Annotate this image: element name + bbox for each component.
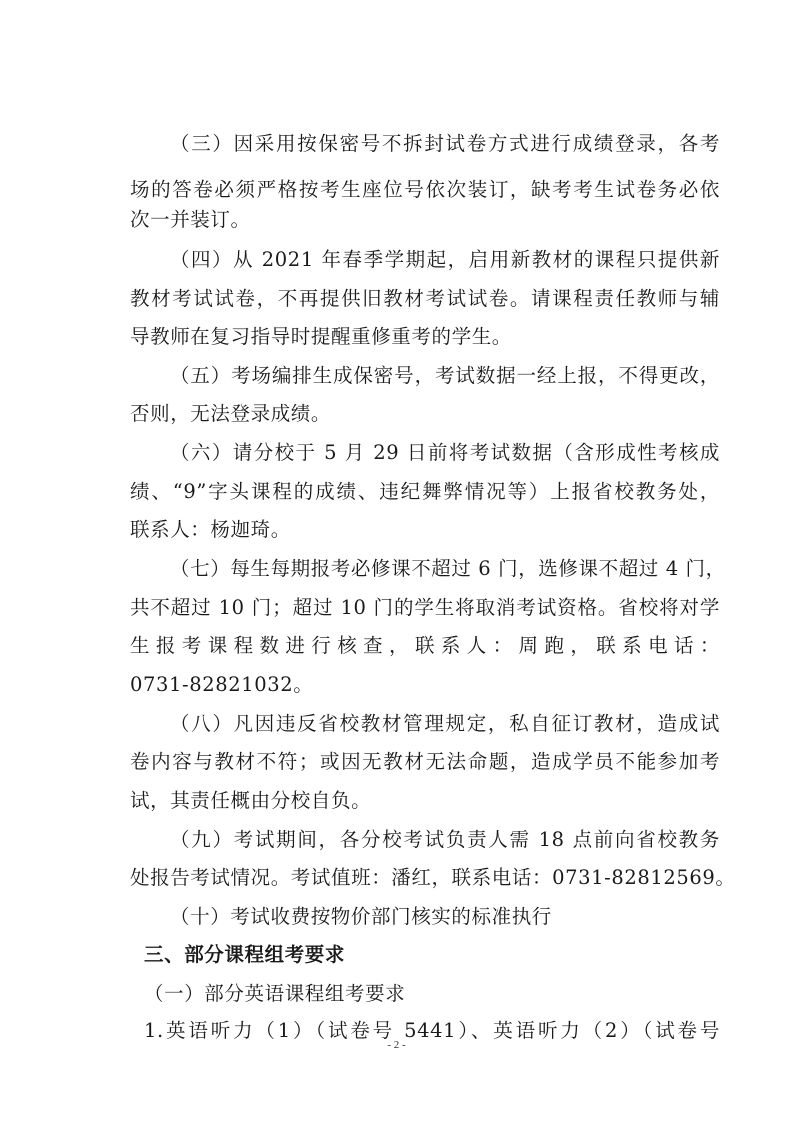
paragraph-9-line-2: 处报告考试情况。考试值班：潘红，联系电话：0731-82812569。 [130, 866, 736, 889]
paragraph-5-line-1: （五）考场编排生成保密号，考试数据一经上报，不得更改， [170, 364, 720, 387]
paragraph-3-line-2: 场的答卷必须严格按考生座位号依次装订，缺考考生试卷务必依 [130, 178, 720, 201]
paragraph-4-line-2: 教材考试试卷，不再提供旧教材考试试卷。请课程责任教师与辅 [130, 287, 720, 310]
page-number: - 2 - [387, 1039, 406, 1051]
paragraph-8-line-1: （八）凡因违反省校教材管理规定，私自征订教材，造成试 [170, 712, 720, 735]
paragraph-5-line-2: 否则，无法登录成绩。 [130, 402, 332, 425]
paragraph-7-line-2: 共不超过 10 门；超过 10 门的学生将取消考试资格。省校将对学 [130, 596, 720, 619]
paragraph-3-line-1: （三）因采用按保密号不拆封试卷方式进行成绩登录，各考 [170, 132, 720, 155]
paragraph-8-line-3: 试，其责任概由分校自负。 [130, 789, 372, 812]
paragraph-9-line-1: （九）考试期间，各分校考试负责人需 18 点前向省校教务 [170, 828, 720, 851]
paragraph-4-line-1: （四）从 2021 年春季学期起，启用新教材的课程只提供新 [170, 248, 720, 271]
paragraph-7-line-1: （七）每生每期报考必修课不超过 6 门，选修课不超过 4 门， [170, 557, 726, 580]
paragraph-7-line-3: 生报考课程数进行核查，联系人：周跑，联系电话： [130, 634, 720, 657]
paragraph-10-line-1: （十）考试收费按物价部门核实的标准执行 [170, 905, 552, 928]
paragraph-7-line-4: 0731-82821032。 [130, 673, 314, 696]
section-heading: 三、部分课程组考要求 [144, 943, 346, 966]
paragraph-3-line-3: 次一并装订。 [130, 208, 251, 231]
paragraph-6-line-2: 绩、“9”字头课程的成绩、违纪舞弊情况等）上报省校教务处， [130, 480, 720, 503]
paragraph-6-line-1: （六）请分校于 5 月 29 日前将考试数据（含形成性考核成 [170, 441, 720, 464]
paragraph-8-line-2: 卷内容与教材不符；或因无教材无法命题，造成学员不能参加考 [130, 750, 720, 773]
item-line: 1.英语听力（1）（试卷号 5441）、英语听力（2）（试卷号 [144, 1019, 720, 1042]
subsection-heading: （一）部分英语课程组考要求 [144, 982, 406, 1005]
paragraph-4-line-3: 导教师在复习指导时提醒重修重考的学生。 [130, 325, 512, 348]
paragraph-6-line-3: 联系人：杨迦琦。 [130, 518, 291, 541]
